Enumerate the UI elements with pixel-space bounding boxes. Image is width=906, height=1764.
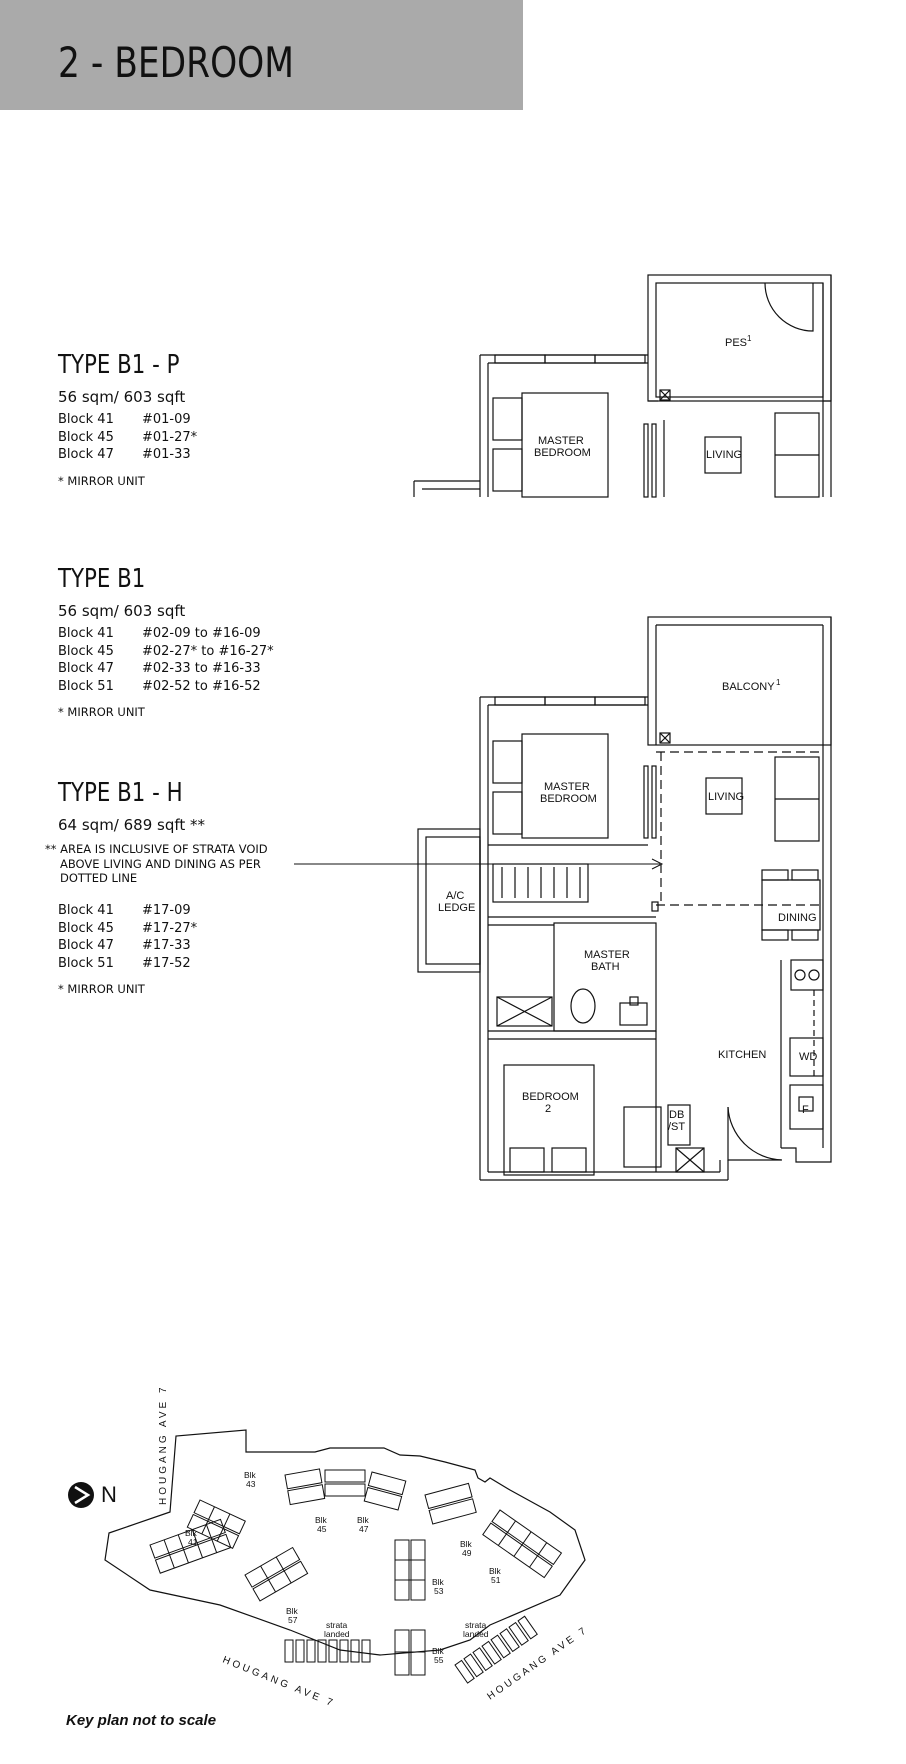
type-title: TYPE B1 - P (58, 350, 180, 380)
bedroom2-bed (504, 1065, 594, 1175)
label-master-bedroom-2: BEDROOM (540, 793, 597, 805)
label-db: DB (669, 1109, 685, 1121)
unit-numbers: #01-33 (142, 447, 191, 462)
unit-numbers: #02-33 to #16-33 (142, 661, 261, 676)
block-label: Block 41 (58, 626, 114, 641)
label-master-bedroom-1: MASTER (544, 781, 590, 793)
plan-b1 (418, 617, 831, 1180)
unit-numbers: #17-27* (142, 920, 198, 936)
label-balcony-sup: 1 (776, 678, 781, 687)
strata-label: strata (326, 1620, 348, 1630)
strata-label: landed (324, 1629, 350, 1639)
blk-number: 53 (434, 1586, 444, 1596)
blk-number: 49 (462, 1548, 472, 1558)
master-bath (554, 923, 656, 1031)
unit-numbers: #02-09 to #16-09 (142, 626, 261, 641)
label-ac-ledge-2: LEDGE (438, 902, 476, 914)
mirror-note: * MIRROR UNIT (58, 982, 145, 996)
unit-numbers: #01-09 (142, 412, 191, 427)
unit-numbers: #17-52 (142, 955, 191, 971)
label-dining: DINING (778, 912, 817, 924)
block-label: Block 45 (58, 429, 114, 445)
label-master-bath-2: BATH (591, 961, 620, 973)
type-title: TYPE B1 (58, 564, 146, 594)
label-ac-ledge-1: A/C (446, 890, 465, 902)
blk-label: Blk (286, 1606, 298, 1616)
label-balcony: BALCONY (722, 681, 775, 693)
type-area: 56 sqm/ 603 sqft (58, 602, 186, 620)
note-line: ** AREA IS INCLUSIVE OF STRATA VOID (45, 842, 268, 856)
block-label: Block 45 (58, 920, 114, 936)
block-label: Block 47 (58, 938, 114, 953)
plan-b1-p (414, 275, 831, 497)
blk-number: 51 (491, 1575, 501, 1585)
label-bedroom2-1: BEDROOM (522, 1091, 579, 1103)
label-master-bedroom-top-1: MASTER (538, 435, 584, 447)
block-label: Block 51 (58, 955, 114, 971)
strata-label: landed (463, 1629, 489, 1639)
label-st: /ST (668, 1121, 686, 1133)
block-label: Block 51 (58, 678, 114, 694)
blk-label: Blk (432, 1577, 444, 1587)
unit-numbers: #02-27* to #16-27* (142, 643, 274, 659)
label-living: LIVING (708, 791, 745, 803)
blk-label: Blk (185, 1528, 197, 1538)
label-wd: WD (799, 1051, 818, 1063)
road-label-top: HOUGANG AVE 7 (158, 1384, 169, 1505)
blk-label: Blk (460, 1539, 472, 1549)
unit-numbers: #01-27* (142, 429, 198, 445)
blk-label: Blk (315, 1515, 327, 1525)
strata-label: strata (465, 1620, 487, 1630)
north-label: N (101, 1482, 117, 1507)
label-living-top: LIVING (706, 449, 743, 461)
block-label: Block 47 (58, 447, 114, 462)
type-title: TYPE B1 - H (58, 778, 183, 808)
note-line: ABOVE LIVING AND DINING AS PER (60, 856, 261, 871)
unit-numbers: #17-33 (142, 938, 191, 953)
block-label: Block 41 (58, 412, 114, 427)
blk-number: 41 (188, 1537, 198, 1547)
blk-label: Blk (432, 1646, 444, 1656)
blk-number: 43 (246, 1479, 256, 1489)
block-label: Block 41 (58, 903, 114, 918)
label-master-bedroom-top-2: BEDROOM (534, 447, 591, 459)
label-pes-sup: 1 (747, 334, 752, 343)
label-fridge: F (802, 1104, 809, 1116)
note-line: DOTTED LINE (60, 871, 138, 885)
block-label: Block 47 (58, 661, 114, 676)
type-area: 56 sqm/ 603 sqft (58, 388, 186, 406)
mirror-note: * MIRROR UNIT (58, 473, 145, 488)
label-pes: PES (725, 337, 748, 349)
mirror-note: * MIRROR UNIT (58, 705, 145, 719)
blk-number: 57 (288, 1615, 298, 1625)
road-label-bottom: HOUGANG AVE 7 (220, 1654, 337, 1710)
page-title: 2 - BEDROOM (58, 38, 295, 87)
road-label-right: HOUGANG AVE 7 (485, 1624, 591, 1703)
label-master-bath-1: MASTER (584, 949, 630, 961)
unit-numbers: #17-09 (142, 903, 191, 918)
blk-label: Blk (489, 1566, 501, 1576)
pes-door-swing (765, 283, 813, 331)
key-plan-caption: Key plan not to scale (66, 1712, 217, 1729)
blk-label: Blk (244, 1470, 256, 1480)
blk-number: 45 (317, 1524, 327, 1534)
unit-numbers: #02-52 to #16-52 (142, 678, 261, 694)
blk-number: 55 (434, 1655, 444, 1665)
blk-number: 47 (359, 1524, 369, 1534)
blk-label: Blk (357, 1515, 369, 1525)
label-kitchen: KITCHEN (718, 1049, 767, 1061)
label-bedroom2-2: 2 (545, 1103, 552, 1115)
type-area: 64 sqm/ 689 sqft ** (58, 816, 206, 834)
block-label: Block 45 (58, 643, 114, 659)
